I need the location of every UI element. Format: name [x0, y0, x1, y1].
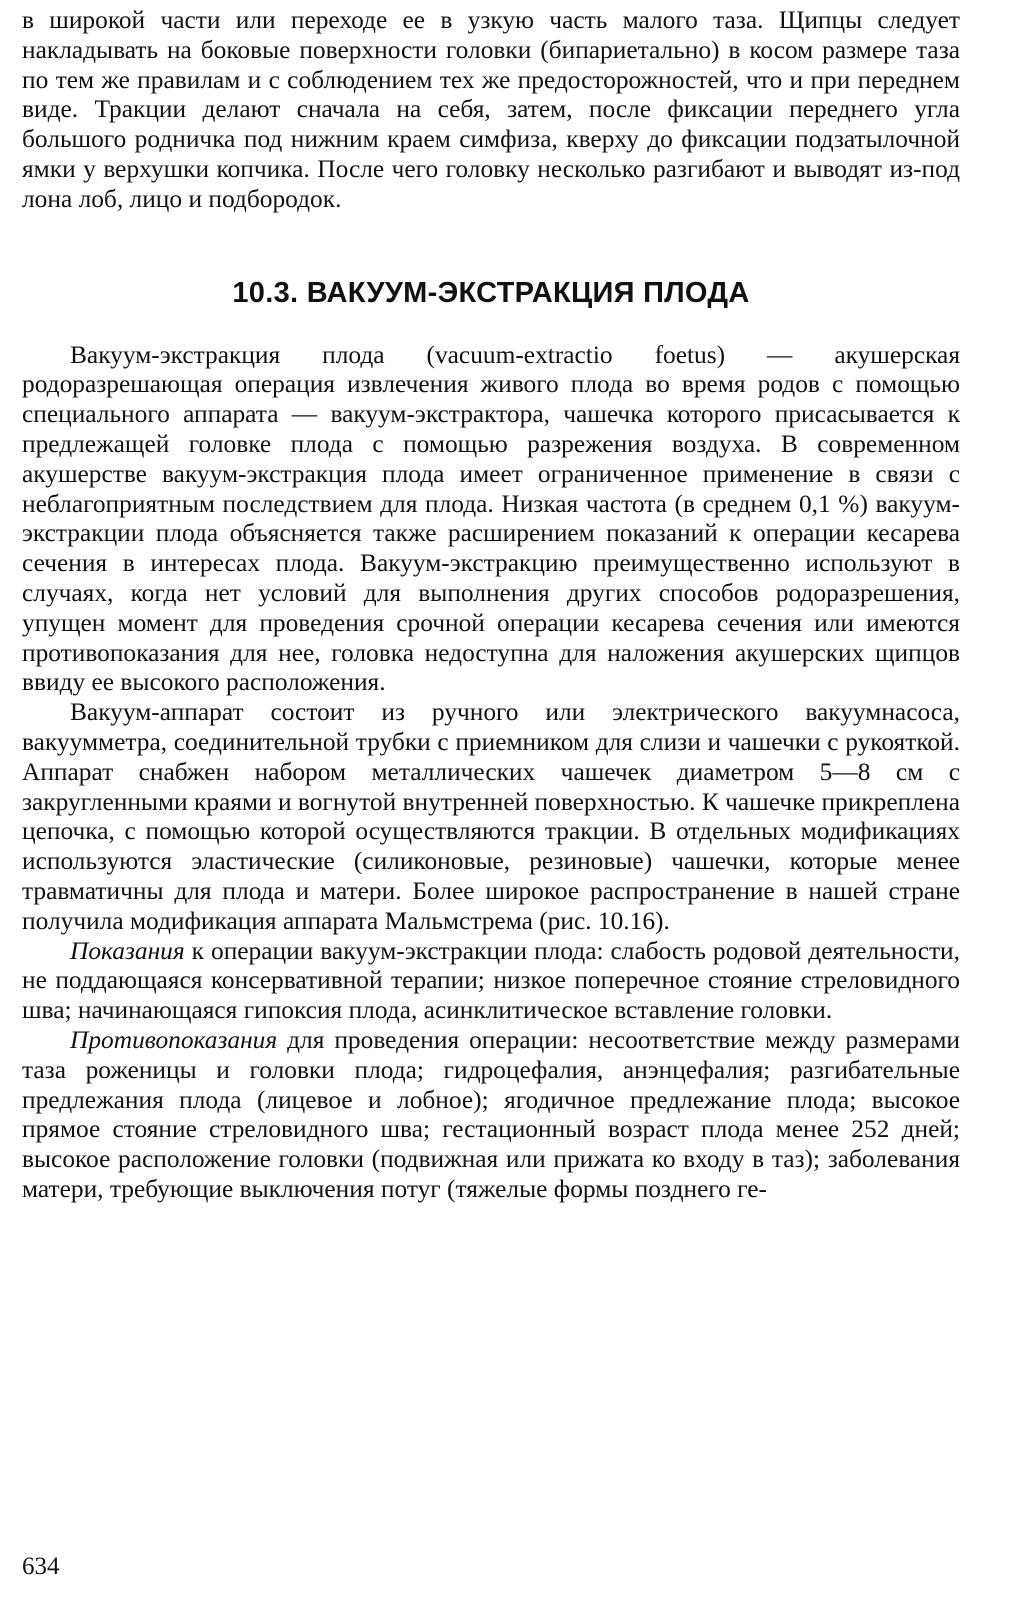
- paragraph-indications: [22, 937, 960, 1026]
- paragraph-apparatus: Вакуум-аппарат состоит из ручного или электрического вакуумнасоса, вакуумметра, соединительной трубки с приемником для слизи и чашечки с рукояткой. Аппарат снабжен набором металлических чашечек диаметром 5—8 см с закругленными краями и вогнутой внутренней поверхностью. К чашечке прикреплена цепочка, с помощью которой осуществляются тракции. В отдельных модификациях используются эластические (силиконовые, резиновые) чашечки, которые менее травматичны для плода и матери. Более широкое распространение в нашей стране получила модификация аппарата Мальмстрема (рис. 10.16).: [22, 698, 961, 935]
- paragraph-contraindications: [22, 1026, 960, 1205]
- book-page: [22, 6, 960, 1205]
- opening-paragraph: в широкой части или переходе ее в узкую часть малого таза. Щипцы следует накладывать на боковые поверхности головки (бипариетально) в косом размере таза по тем же правилам и с соблюдением тех же предосторожностей, что и при переднем виде. Тракции делают сначала на себя, затем, после фиксации переднего угла большого родничка под нижним краем симфиза, кверху до фиксации подзатылочной ямки у верхушки копчика. После чего головку несколько разгибают и выводят из-под лона лоб, лицо и подбородок.: [22, 6, 960, 213]
- contraindications-lead: Противопоказания: [70, 1025, 278, 1054]
- contraindications-text: для проведения операции: несоответствие между размерами таза роженицы и головки плода; гидроцефалия, анэнцефалия; разгибательные предлежания плода (лицевое и лобное); ягодичное предлежание плода; высокое прямое стояние стреловидного шва; гестационный возраст плода менее 252 дней; высокое расположение головки (подвижная или прижата ко входу в таз); заболевания матери, требующие выключения потуг (тяжелые формы позднего ге-: [22, 1025, 960, 1203]
- indications-text: к операции вакуум-экстракции плода: слабость родовой деятельности, не поддающаяся консервативной терапии; низкое поперечное стояние стреловидного шва; начинающаяся гипоксия плода, асинклитическое вставление головки.: [22, 936, 960, 1025]
- section-heading: 10.3. ВАКУУМ-ЭКСТРАКЦИЯ ПЛОДА: [232, 276, 750, 309]
- indications-lead: Показания: [70, 936, 185, 965]
- page-number: 634: [22, 1553, 60, 1580]
- paragraph-definition: Вакуум-экстракция плода (vacuum-extractio foetus) — акушерская родоразрешающая операция извлечения живого плода во время родов с помощью специального аппарата — вакуум-экстрактора, чашечка которого присасывается к предлежащей головке плода с помощью разрежения воздуха. В современном акушерстве вакуум-экстракция плода имеет ограниченное применение в связи с неблагоприятным последствием для плода. Низкая частота (в среднем 0,1 %) вакуум-экстракции плода объясняется также расширением показаний к операции кесарева сечения в интересах плода. Вакуум-экстракцию преимущественно используют в случаях, когда нет условий для выполнения других способов родоразрешения, упущен момент для проведения срочной операции кесарева сечения или имеются противопоказания для нее, головка недоступна для наложения акушерских щипцов ввиду ее высокого расположения.: [22, 340, 960, 697]
